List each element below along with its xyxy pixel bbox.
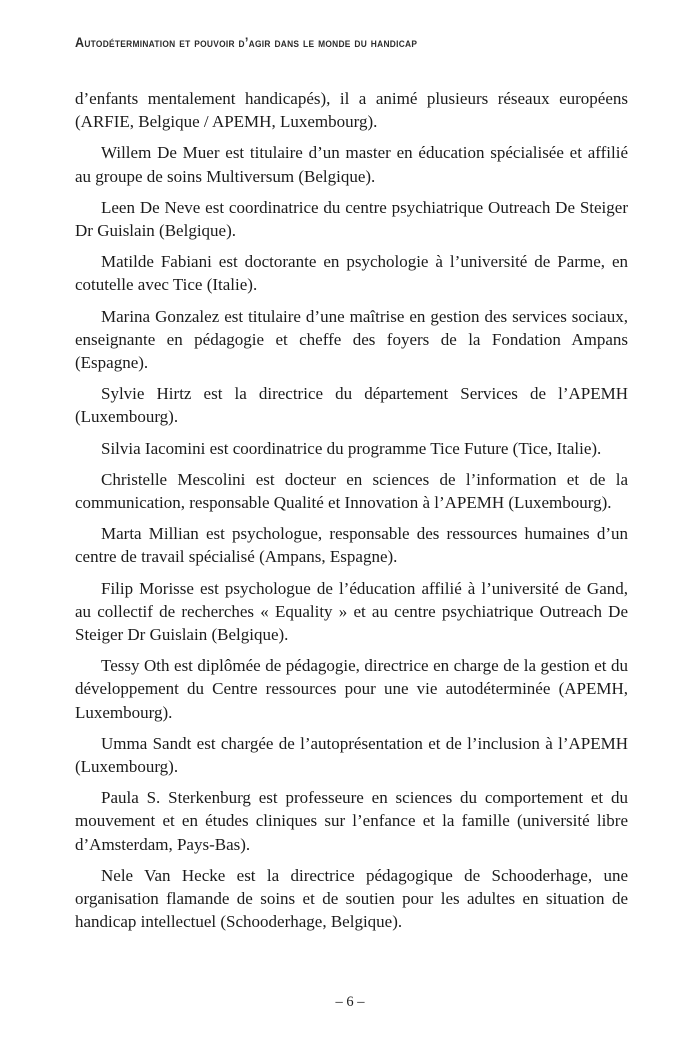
paragraph-bio-umma-sandt: Umma Sandt est chargée de l’autoprésentation et de l’inclusion à l’APEMH (Luxembourg). xyxy=(75,733,628,777)
paragraph-bio-marina-gonzalez: Marina Gonzalez est titulaire d’une maîtrise en gestion des services sociaux, enseignante en pédagogie et cheffe des foyers de la Fondation Ampans (Espagne). xyxy=(75,306,628,373)
paragraph-bio-willem-de-muer: Willem De Muer est titulaire d’un master en éducation spécialisée et affilié au groupe de soins Multiversum (Belgique). xyxy=(75,143,628,186)
paragraph-continuation: d’enfants mentalement handicapés), il a animé plusieurs réseaux européens (ARFIE, Belgique / APEMH, Luxembourg). xyxy=(75,89,628,132)
body-text xyxy=(75,87,628,934)
running-header: Autodétermination et pouvoir d’agir dans le monde du handicap xyxy=(75,35,418,50)
paragraph-bio-sylvie-hirtz: Sylvie Hirtz est la directrice du département Services de l’APEMH (Luxembourg). xyxy=(75,384,628,427)
paragraph-bio-marta-millian: Marta Millian est psychologue, responsable des ressources humaines d’un centre de travail spécialisé (Ampans, Espagne). xyxy=(75,524,628,567)
paragraph-bio-matilde-fabiani: Matilde Fabiani est doctorante en psychologie à l’université de Parme, en cotutelle avec Tice (Italie). xyxy=(75,252,628,295)
paragraph-bio-tessy-oth: Tessy Oth est diplômée de pédagogie, directrice en charge de la gestion et du développement du Centre ressources pour une vie autodéterminée (APEMH, Luxembourg). xyxy=(75,656,628,722)
page-number: – 6 – xyxy=(335,994,365,1010)
paragraph-bio-nele-van-hecke: Nele Van Hecke est la directrice pédagogique de Schooderhage, une organisation flamande de soins et de soutien pour les adultes en situation de handicap intellectuel (Schooderhage, Belgique). xyxy=(75,865,628,932)
paragraph-bio-filip-morisse: Filip Morisse est psychologue de l’éducation affilié à l’université de Gand, au collectif de recherches « Equality » et au centre psychiatrique Outreach De Steiger Dr Guislain (Belgique). xyxy=(75,578,628,645)
paragraph-bio-paula-sterkenburg: Paula S. Sterkenburg est professeure en sciences du comportement et du mouvement et en études cliniques sur l’enfance et la famille (université libre d’Amsterdam, Pays-Bas). xyxy=(75,788,628,854)
paragraph-bio-leen-de-neve: Leen De Neve est coordinatrice du centre psychiatrique Outreach De Steiger Dr Guislain (Belgique). xyxy=(75,197,628,241)
paragraph-bio-silvia-iacomini: Silvia Iacomini est coordinatrice du programme Tice Future (Tice, Italie). xyxy=(101,438,602,458)
paragraph-bio-christelle-mescolini: Christelle Mescolini est docteur en sciences de l’information et de la communication, responsable Qualité et Innovation à l’APEMH (Luxembourg). xyxy=(75,469,628,513)
